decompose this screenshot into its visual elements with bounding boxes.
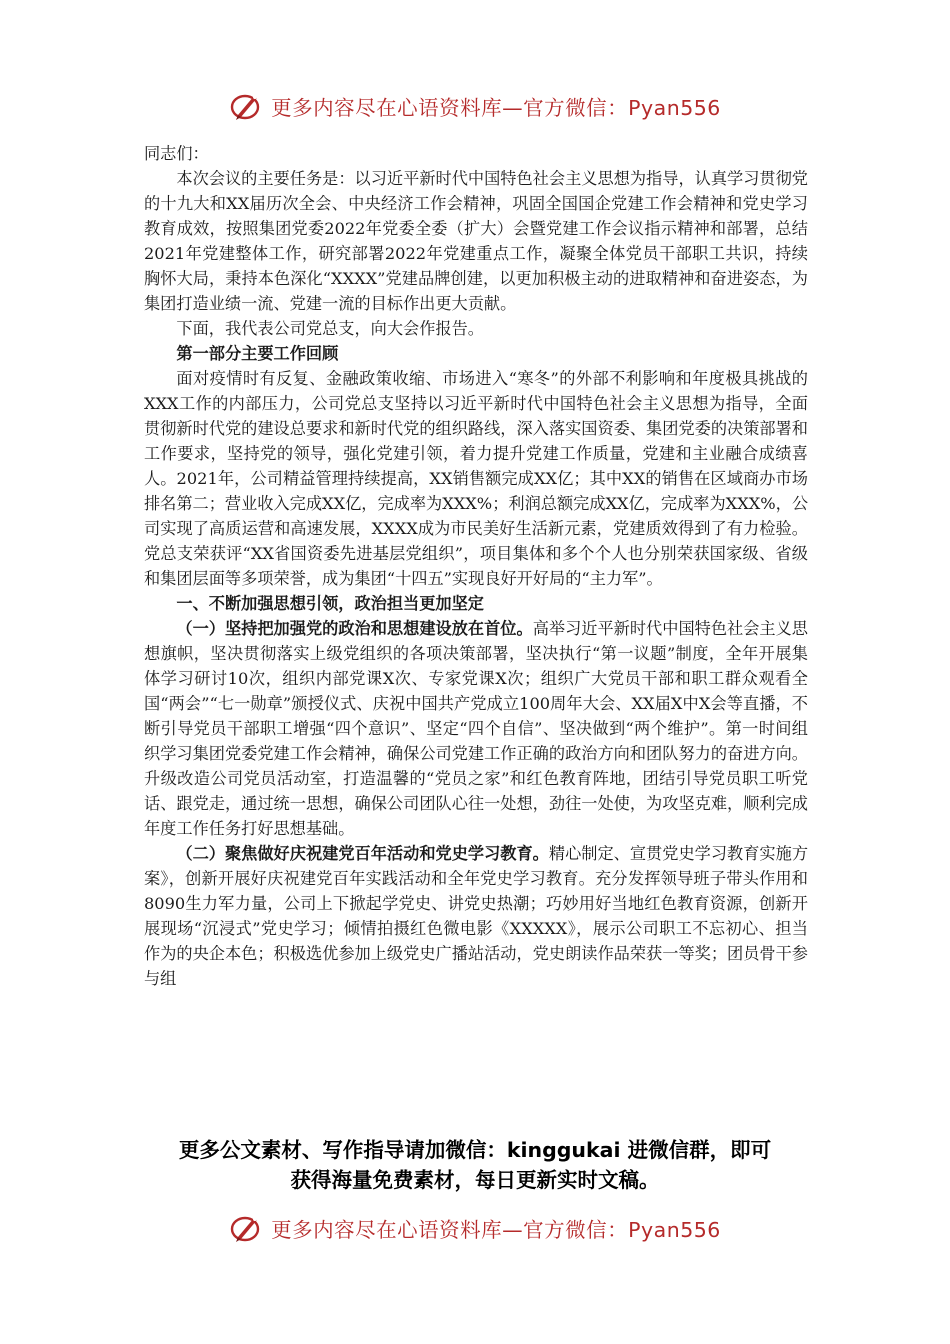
paragraph-report: 下面，我代表公司党总支，向大会作报告。: [176, 319, 484, 338]
subsection-1-body: 高举习近平新时代中国特色社会主义思想旗帜，坚决贯彻落实上级党组织的各项决策部署，坚决执行“第一议题”制度，全年开展集体学习研讨10次，组织内部党课X次、专家党课X次；组织广大党员干部和职工群众观看全国“两会”“七一勋章”颁授仪式、庆祝中国共产党成立100周年大会、XX届X中X会等直播，不断引导党员干部职工增强“四个意识”、坚定“四个自信”、坚决做到“两个维护”。第一时间组织学习集团党委党建工作会精神，确保公司党建工作正确的政治方向和团队努力的奋进方向。升级改造公司党员活动室，打造温馨的“党员之家”和红色教育阵地，团结引导党员职工听党话、跟党走，通过统一思想，确保公司团队心往一处想，劲往一处使，为攻坚克难，顺利完成年度工作任务打好思想基础。: [144, 619, 808, 838]
part-heading: 第一部分主要工作回顾: [176, 344, 339, 363]
subsection-2: [144, 841, 808, 991]
promo-notice: [110, 1135, 840, 1195]
footer-watermark-banner: [0, 1208, 950, 1248]
pen-logo-icon: [229, 1211, 263, 1245]
pen-logo-icon: [229, 89, 263, 123]
paragraph-intro: 本次会议的主要任务是：以习近平新时代中国特色社会主义思想为指导，认真学习贯彻党的十九大和XX届历次全会、中央经济工作会精神，巩固全国国企党建工作会精神和党史学习教育成效，按照集团党委2022年党委全委（扩大）会暨党建工作会议指示精神和部署，总结2021年党建整体工作，研究部署2022年党建重点工作，凝聚全体党员干部职工共识，持续胸怀大局，秉持本色深化“XXXX”党建品牌创建，以更加积极主动的进取精神和奋进姿态，为集团打造业绩一流、党建一流的目标作出更大贡献。: [144, 169, 808, 313]
header-watermark-banner: [0, 86, 950, 126]
salutation: 同志们：: [144, 144, 209, 163]
document-body: [144, 141, 808, 991]
subsection-1-lead: （一）坚持把加强党的政治和思想建设放在首位。: [176, 619, 533, 638]
promo-line-1: 更多公文素材、写作指导请加微信：kinggukai 进微信群，即可: [178, 1138, 772, 1162]
header-banner-text: 更多内容尽在心语资料库—官方微信：Pyan556: [271, 96, 721, 120]
subsection-2-lead: （二）聚焦做好庆祝建党百年活动和党史学习教育。: [176, 844, 549, 863]
promo-line-2: 获得海量免费素材，每日更新实时文稿。: [290, 1168, 660, 1192]
footer-banner-text: 更多内容尽在心语资料库—官方微信：Pyan556: [271, 1218, 721, 1242]
section-heading: 一、不断加强思想引领，政治担当更加坚定: [176, 594, 484, 613]
paragraph-review: 面对疫情时有反复、金融政策收缩、市场进入“寒冬”的外部不利影响和年度极具挑战的XXX工作的内部压力，公司党总支坚持以习近平新时代中国特色社会主义思想为指导，全面贯彻新时代党的建设总要求和新时代党的组织路线，深入落实国资委、集团党委的决策部署和工作要求，坚持党的领导，强化党建引领，着力提升党建工作质量，党建和主业融合成绩喜人。2021年，公司精益管理持续提高，XX销售额完成XX亿；其中XX的销售在区域商办市场排名第二；营业收入完成XX亿，完成率为XXX%；利润总额完成XX亿，完成率为XXX%，公司实现了高质运营和高速发展，XXXX成为市民美好生活新元素，党建质效得到了有力检验。党总支荣获评“XX省国资委先进基层党组织”，项目集体和多个个人也分别荣获国家级、省级和集团层面等多项荣誉，成为集团“十四五”实现良好开好局的“主力军”。: [144, 369, 809, 588]
subsection-1: [144, 616, 808, 841]
subsection-2-body: 精心制定、宣贯党史学习教育实施方案》，创新开展好庆祝建党百年实践活动和全年党史学习教育。充分发挥领导班子带头作用和8090生力军力量，公司上下掀起学党史、讲党史热潮；巧妙用好当地红色教育资源，创新开展现场“沉浸式”党史学习；倾情拍摄红色微电影《XXXXX》，展示公司职工不忘初心、担当作为的央企本色；积极选优参加上级党史广播站活动，党史朗读作品荣获一等奖；团员骨干参与组: [144, 844, 809, 988]
